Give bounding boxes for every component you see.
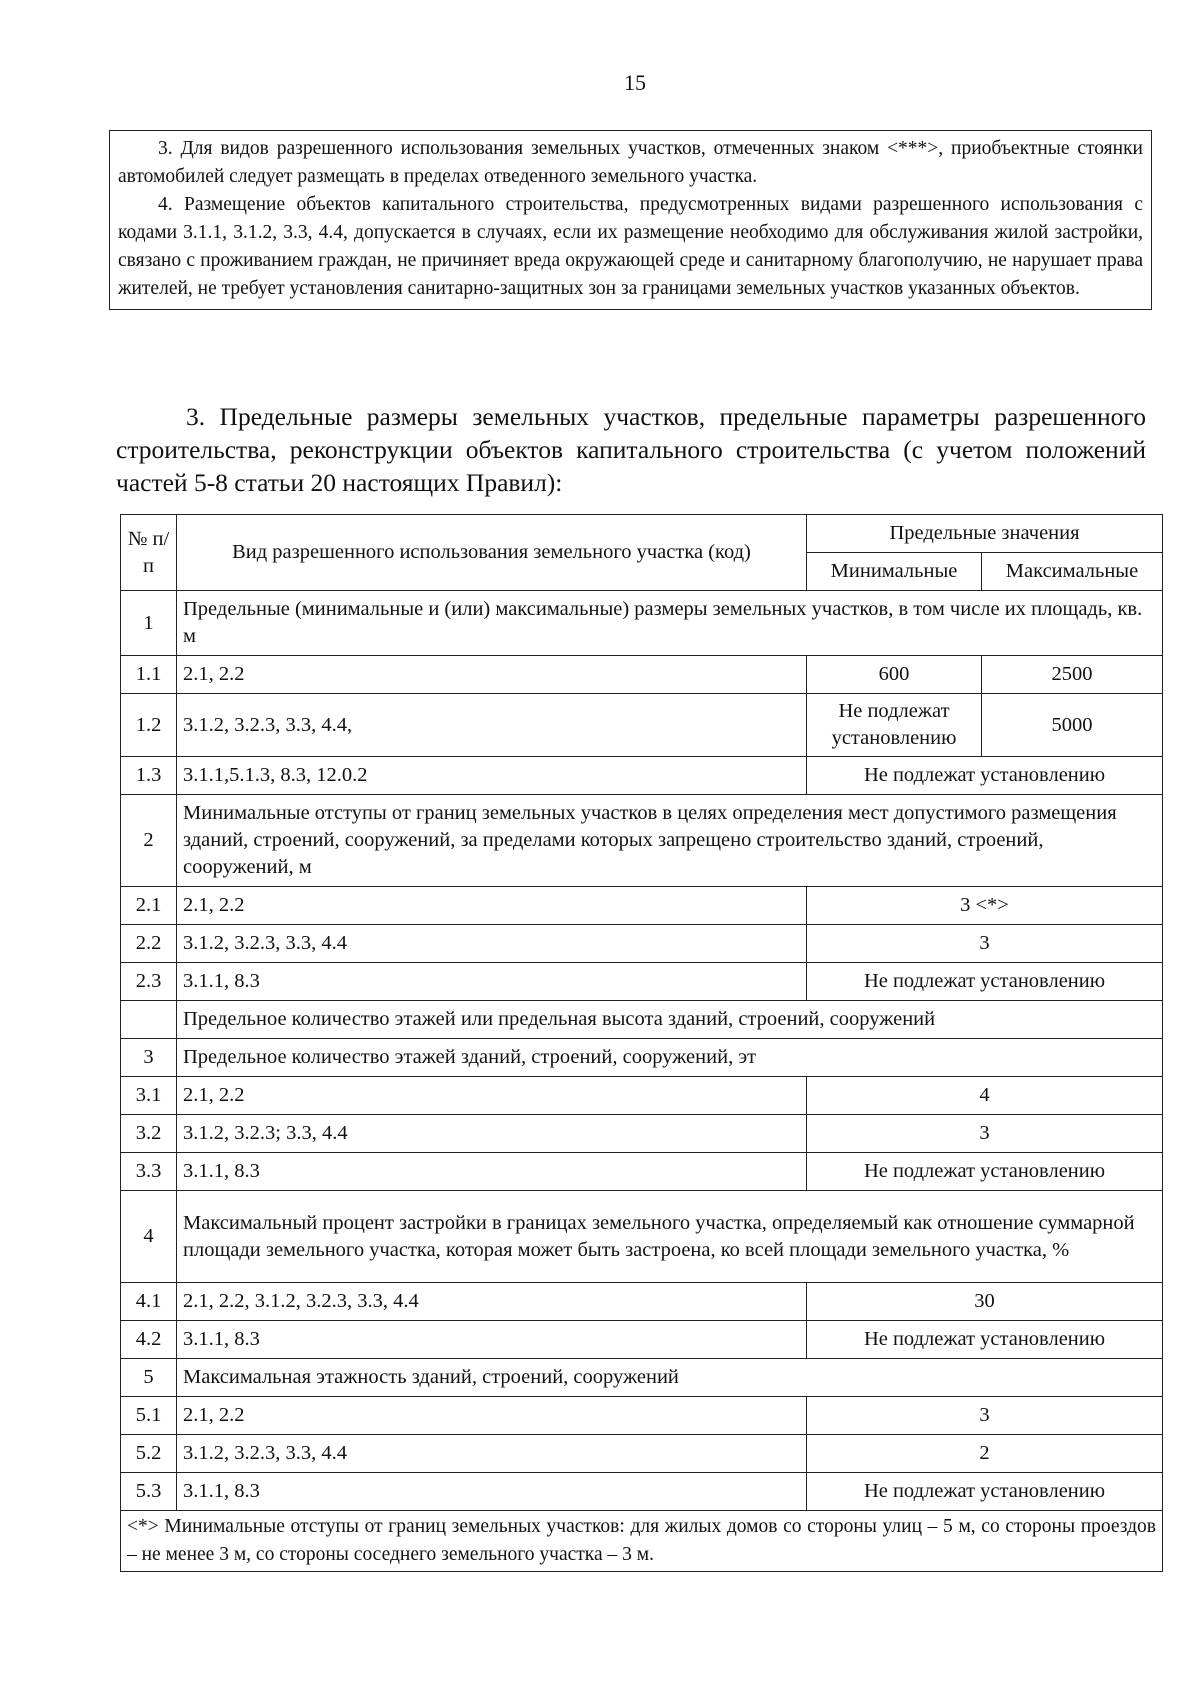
row-codes: 2.1, 2.2, 3.1.2, 3.2.3, 3.3, 4.4 xyxy=(177,1283,807,1321)
table-row-5-3 xyxy=(121,1473,1163,1511)
row-section-text: Минимальные отступы от границ земельных участков в целях определения мест допустимого размещения зданий, строений, сооружений, за пределами которых запрещено строительство зданий, строений, сооружений, м xyxy=(177,795,1163,887)
table-row-4 xyxy=(121,1191,1163,1283)
table-row-2-2 xyxy=(121,925,1163,963)
table-row-2-3 xyxy=(121,963,1163,1001)
section-heading xyxy=(116,400,1146,499)
row-value: 30 xyxy=(807,1283,1163,1321)
table-row-5-1 xyxy=(121,1397,1163,1435)
table-row-4-1 xyxy=(121,1283,1163,1321)
table-row-1-3 xyxy=(121,757,1163,795)
table-row-5-2 xyxy=(121,1435,1163,1473)
row-num: 5.3 xyxy=(121,1473,177,1511)
row-num: 4.2 xyxy=(121,1321,177,1359)
row-num: 2 xyxy=(121,795,177,887)
section-heading-text: 3. Предельные размеры земельных участков, предельные параметры разрешенного строительства, реконструкции объектов капитального строительства (с учетом положений частей 5-8 статьи 20 настоящих Правил): xyxy=(116,402,1146,497)
row-value: Не подлежат установлению xyxy=(807,1321,1163,1359)
row-num xyxy=(121,1001,177,1039)
row-value: 4 xyxy=(807,1077,1163,1115)
row-num: 2.1 xyxy=(121,887,177,925)
table-row-3-3 xyxy=(121,1153,1163,1191)
table-row-4-2 xyxy=(121,1321,1163,1359)
row-section-text: Максимальный процент застройки в границах земельного участка, определяемый как отношение суммарной площади земельного участка, которая может быть застроена, ко всей площади земельного участка, % xyxy=(177,1191,1163,1283)
page-number: 15 xyxy=(624,70,646,95)
row-num: 3 xyxy=(121,1039,177,1077)
row-value: 3 <*> xyxy=(807,887,1163,925)
row-section-text: Предельное количество этажей зданий, строений, сооружений, эт xyxy=(177,1039,1163,1077)
row-value: Не подлежат установлению xyxy=(807,1153,1163,1191)
table-row-3 xyxy=(121,1039,1163,1077)
row-codes: 3.1.1, 8.3 xyxy=(177,1153,807,1191)
table-row-1-2 xyxy=(121,694,1163,757)
row-min: 600 xyxy=(807,656,982,694)
header-min: Минимальные xyxy=(807,553,982,591)
row-num: 4.1 xyxy=(121,1283,177,1321)
table-header-row xyxy=(121,515,1163,553)
row-codes: 3.1.1, 8.3 xyxy=(177,1321,807,1359)
row-codes: 3.1.2, 3.2.3, 3.3, 4.4 xyxy=(177,925,807,963)
row-num: 1.2 xyxy=(121,694,177,757)
row-codes: 3.1.2, 3.2.3, 3.3, 4.4 xyxy=(177,1435,807,1473)
note-paragraph-4: 4. Размещение объектов капитального строительства, предусмотренных видами разрешенного использования с кодами 3.1.1, 3.1.2, 3.3, 4.4, допускается в случаях, если их размещение необходимо для обслуживания жилой застройки, связано с проживанием граждан, не причиняет вреда окружающей среде и санитарному благополучию, не нарушает права жителей, не требует установления санитарно-защитных зон за границами земельных участков указанных объектов. xyxy=(118,194,1143,299)
row-codes: 3.1.1,5.1.3, 8.3, 12.0.2 xyxy=(177,757,807,795)
row-section-text: Максимальная этажность зданий, строений, сооружений xyxy=(177,1359,1163,1397)
row-min: Не подлежат установлению xyxy=(807,694,982,757)
table-row-1-1 xyxy=(121,656,1163,694)
table-footnote-row xyxy=(121,1511,1163,1572)
row-num: 5.1 xyxy=(121,1397,177,1435)
row-codes: 3.1.1, 8.3 xyxy=(177,963,807,1001)
note-paragraph-3: 3. Для видов разрешенного использования земельных участков, отмеченных знаком <***>, приобъектные стоянки автомобилей следует размещать в пределах отведенного земельного участка. xyxy=(118,138,1143,187)
header-num: № п/п xyxy=(121,515,177,591)
row-max: 5000 xyxy=(982,694,1163,757)
table-row-floors-heading xyxy=(121,1001,1163,1039)
table-row-3-1 xyxy=(121,1077,1163,1115)
row-num: 1 xyxy=(121,591,177,656)
table-row-1 xyxy=(121,591,1163,656)
row-num: 1.3 xyxy=(121,757,177,795)
row-codes: 2.1, 2.2 xyxy=(177,887,807,925)
row-num: 4 xyxy=(121,1191,177,1283)
table-row-3-2 xyxy=(121,1115,1163,1153)
row-value: 2 xyxy=(807,1435,1163,1473)
parameters-table xyxy=(120,514,1163,1572)
row-value: Не подлежат установлению xyxy=(807,963,1163,1001)
table-row-2 xyxy=(121,795,1163,887)
row-section-text: Предельное количество этажей или предельная высота зданий, строений, сооружений xyxy=(177,1001,1163,1039)
row-num: 3.1 xyxy=(121,1077,177,1115)
header-use-type: Вид разрешенного использования земельного участка (код) xyxy=(177,515,807,591)
row-codes: 3.1.1, 8.3 xyxy=(177,1473,807,1511)
row-value: 3 xyxy=(807,925,1163,963)
row-codes: 2.1, 2.2 xyxy=(177,656,807,694)
row-num: 5 xyxy=(121,1359,177,1397)
table-row-5 xyxy=(121,1359,1163,1397)
row-section-text: Предельные (минимальные и (или) максимальные) размеры земельных участков, в том числе их площадь, кв. м xyxy=(177,591,1163,656)
row-codes: 3.1.2, 3.2.3, 3.3, 4.4, xyxy=(177,694,807,757)
header-limits: Предельные значения xyxy=(807,515,1163,553)
row-codes: 2.1, 2.2 xyxy=(177,1397,807,1435)
row-num: 5.2 xyxy=(121,1435,177,1473)
header-max: Максимальные xyxy=(982,553,1163,591)
row-codes: 2.1, 2.2 xyxy=(177,1077,807,1115)
row-num: 2.3 xyxy=(121,963,177,1001)
row-value: 3 xyxy=(807,1115,1163,1153)
row-num: 1.1 xyxy=(121,656,177,694)
row-codes: 3.1.2, 3.2.3; 3.3, 4.4 xyxy=(177,1115,807,1153)
table-row-2-1 xyxy=(121,887,1163,925)
row-num: 3.3 xyxy=(121,1153,177,1191)
row-max: 2500 xyxy=(982,656,1163,694)
row-num: 2.2 xyxy=(121,925,177,963)
table-footnote: <*> Минимальные отступы от границ земельных участков: для жилых домов со стороны улиц – 5 м, со стороны проездов – не менее 3 м, со стороны соседнего земельного участка – 3 м. xyxy=(121,1511,1163,1572)
row-value: Не подлежат установлению xyxy=(807,1473,1163,1511)
row-num: 3.2 xyxy=(121,1115,177,1153)
notes-box xyxy=(109,130,1152,310)
row-value: Не подлежат установлению xyxy=(807,757,1163,795)
row-value: 3 xyxy=(807,1397,1163,1435)
